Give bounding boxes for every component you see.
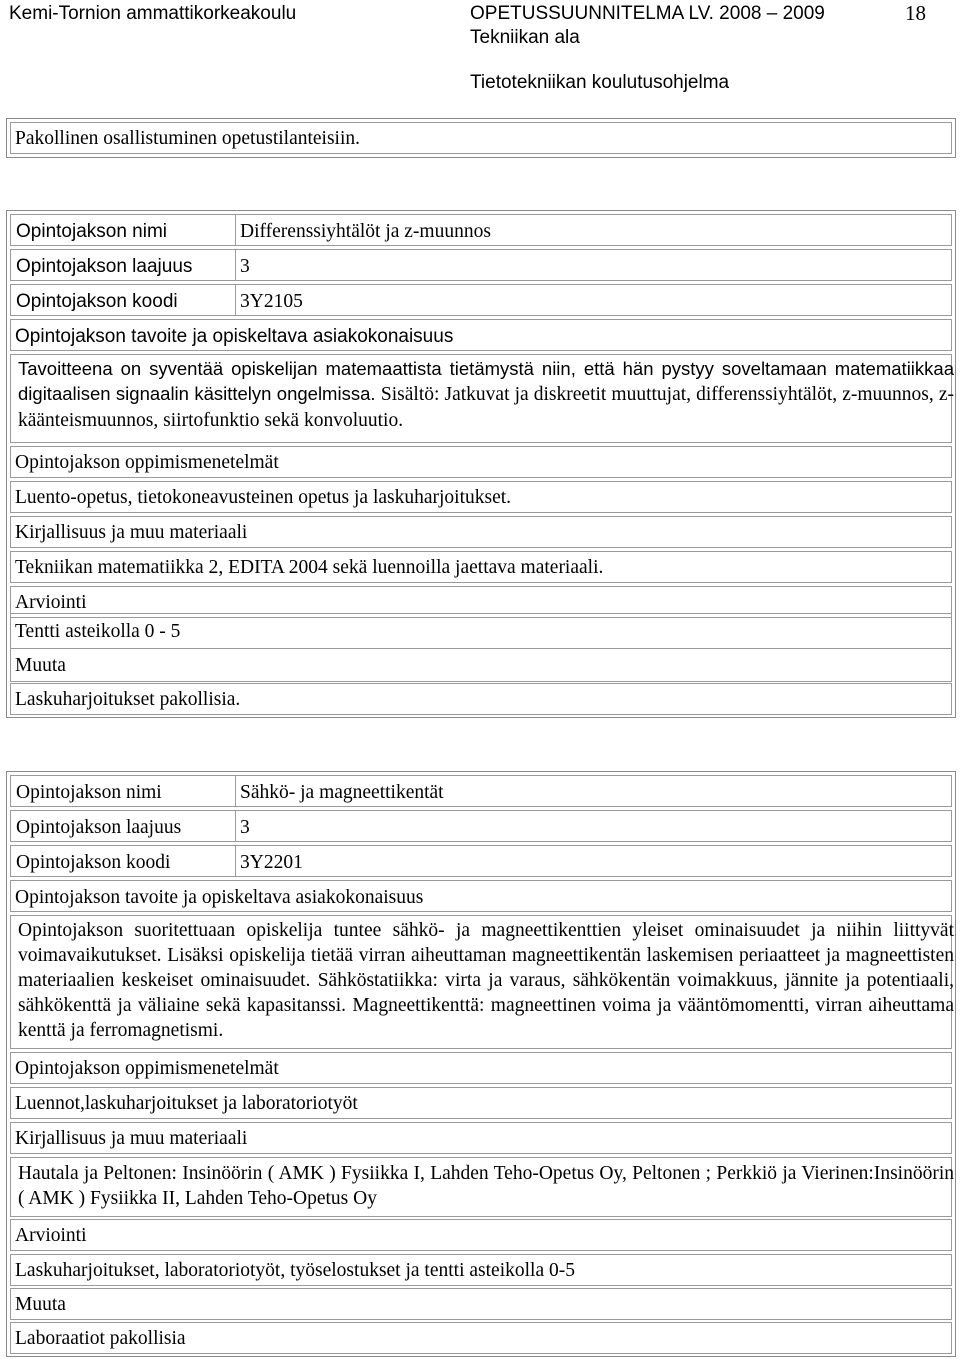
course-other-label: Muuta [15, 655, 66, 676]
course-goal-content-row [10, 354, 952, 443]
course-literature-value: Hautala ja Peltonen: Insinöörin ( AMK ) Fysiikka I, Lahden Teho-Opetus Oy, Peltonen ; Perkkiö ja Vierinen:Insinöörin ( AMK ) Fysiikka II, Lahden Teho-Opetus Oy [18, 1163, 954, 1209]
course-name-value: Differenssiyhtälöt ja z-muunnos [240, 221, 491, 242]
course-name-label: Opintojakson nimi [16, 221, 168, 242]
course-methods-value: Luennot,laskuharjoitukset ja laboratoriotyöt [15, 1093, 358, 1114]
course-credits-label: Opintojakson laajuus [16, 817, 182, 838]
course-literature-row [10, 1157, 952, 1217]
course-assessment-row [10, 1254, 952, 1286]
course-goal-label-row [10, 880, 952, 912]
course-goal-objective: Tavoitteena on syventää opiskelijan matemaattista tietämystä niin, että hän pystyy soveltamaan matematiikkaa digitaalisen signaalin käsittelyn ongelmissa. [18, 358, 954, 404]
course-goal-content-row [10, 915, 952, 1049]
page-number: 18 [905, 1, 926, 25]
course-methods-label-row [10, 1052, 952, 1084]
course-credits-row [10, 810, 952, 842]
course-name-label-cell [10, 775, 236, 807]
course-other-value: Laskuharjoitukset pakollisia. [15, 689, 241, 710]
course-assessment-row [10, 613, 952, 649]
previous-course-other-row [10, 122, 952, 154]
course-goal-label: Opintojakson tavoite ja opiskeltava asiakokonaisuus [15, 326, 454, 347]
course-other-row [10, 1322, 952, 1354]
course-code-label-cell [10, 845, 236, 877]
institution-name: Kemi-Tornion ammattikorkeakoulu [9, 3, 297, 24]
course-literature-label-row [10, 516, 952, 548]
course-other-value: Laboraatiot pakollisia [15, 1328, 186, 1349]
field-name: Tekniikan ala [470, 27, 580, 48]
course-methods-label: Opintojakson oppimismenetelmät [15, 1058, 279, 1079]
course-credits-label-cell [10, 249, 236, 281]
course-table-2 [6, 771, 956, 1357]
course-literature-label: Kirjallisuus ja muu materiaali [15, 1128, 248, 1149]
course-assessment-label: Arviointi [15, 592, 87, 613]
course-credits-label-cell [10, 810, 236, 842]
previous-course-table [6, 118, 956, 158]
course-goal-label: Opintojakson tavoite ja opiskeltava asiakokonaisuus [15, 887, 424, 908]
course-methods-row [10, 481, 952, 513]
course-name-row [10, 214, 952, 246]
course-methods-label: Opintojakson oppimismenetelmät [15, 452, 279, 473]
course-literature-label-row [10, 1122, 952, 1154]
course-code-label: Opintojakson koodi [16, 852, 171, 873]
previous-course-other-value: Pakollinen osallistuminen opetustilanteisiin. [15, 128, 361, 149]
course-credits-value: 3 [240, 817, 250, 838]
course-code-row [10, 845, 952, 877]
course-assessment-value: Tentti asteikolla 0 - 5 [15, 621, 181, 642]
course-table-1 [6, 210, 956, 718]
course-name-label-cell [10, 214, 236, 246]
course-name-value: Sähkö- ja magneettikentät [240, 782, 444, 803]
programme-name: Tietotekniikan koulutusohjelma [470, 72, 730, 93]
course-code-row [10, 284, 952, 316]
course-methods-value: Luento-opetus, tietokoneavusteinen opetus ja laskuharjoitukset. [15, 487, 512, 508]
course-other-row [10, 683, 952, 715]
course-credits-value: 3 [240, 256, 250, 277]
course-goal-text [18, 356, 954, 433]
course-credits-label: Opintojakson laajuus [16, 256, 193, 277]
course-other-label-row [10, 648, 952, 682]
course-assessment-label: Arviointi [15, 1225, 87, 1246]
course-assessment-value: Laskuharjoitukset, laboratoriotyöt, työselostukset ja tentti asteikolla 0-5 [15, 1260, 575, 1281]
course-methods-label-row [10, 446, 952, 478]
course-code-value: 3Y2201 [240, 852, 303, 873]
course-methods-row [10, 1087, 952, 1119]
course-credits-row [10, 249, 952, 281]
course-code-label: Opintojakson koodi [16, 291, 178, 312]
course-literature-row [10, 551, 952, 583]
course-other-label-row [10, 1288, 952, 1320]
course-assessment-label-row [10, 1219, 952, 1251]
curriculum-title: OPETUSSUUNNITELMA LV. 2008 – 2009 [470, 3, 825, 24]
course-name-row [10, 775, 952, 807]
course-goal-content: Sisältö: Jatkuvat ja diskreetit muuttujat, differenssiyhtälöt, z-muunnos, z-käänteismuunnos, siirtofunktio sekä konvoluutio. [18, 384, 954, 431]
course-goal-text: Opintojakson suoritettuaan opiskelija tuntee sähkö- ja magneettikenttien yleiset ominaisuudet ja niihin liittyvät voimavaikutukset. Lisäksi opiskelija tietää virran aiheuttaman magneettikentän laskemisen periaatteet ja magneettisten materiaalien keskeiset ominaisuudet. Sähköstatiikka: virta ja varaus, sähkökentän voimakkuus, jännite ja potentiaali, sähkökenttä ja väliaine sekä kapasitanssi. Magneettikenttä: magneettinen voima ja vääntömomentti, virran aiheuttama kenttä ja ferromagnetismi. [18, 920, 954, 1041]
course-goal-label-row [10, 319, 952, 351]
course-code-value: 3Y2105 [240, 291, 303, 312]
course-other-label: Muuta [15, 1294, 66, 1315]
course-literature-value: Tekniikan matematiikka 2, EDITA 2004 sekä luennoilla jaettava materiaali. [15, 557, 604, 578]
course-name-label: Opintojakson nimi [16, 782, 162, 803]
course-code-label-cell [10, 284, 236, 316]
course-literature-label: Kirjallisuus ja muu materiaali [15, 522, 248, 543]
